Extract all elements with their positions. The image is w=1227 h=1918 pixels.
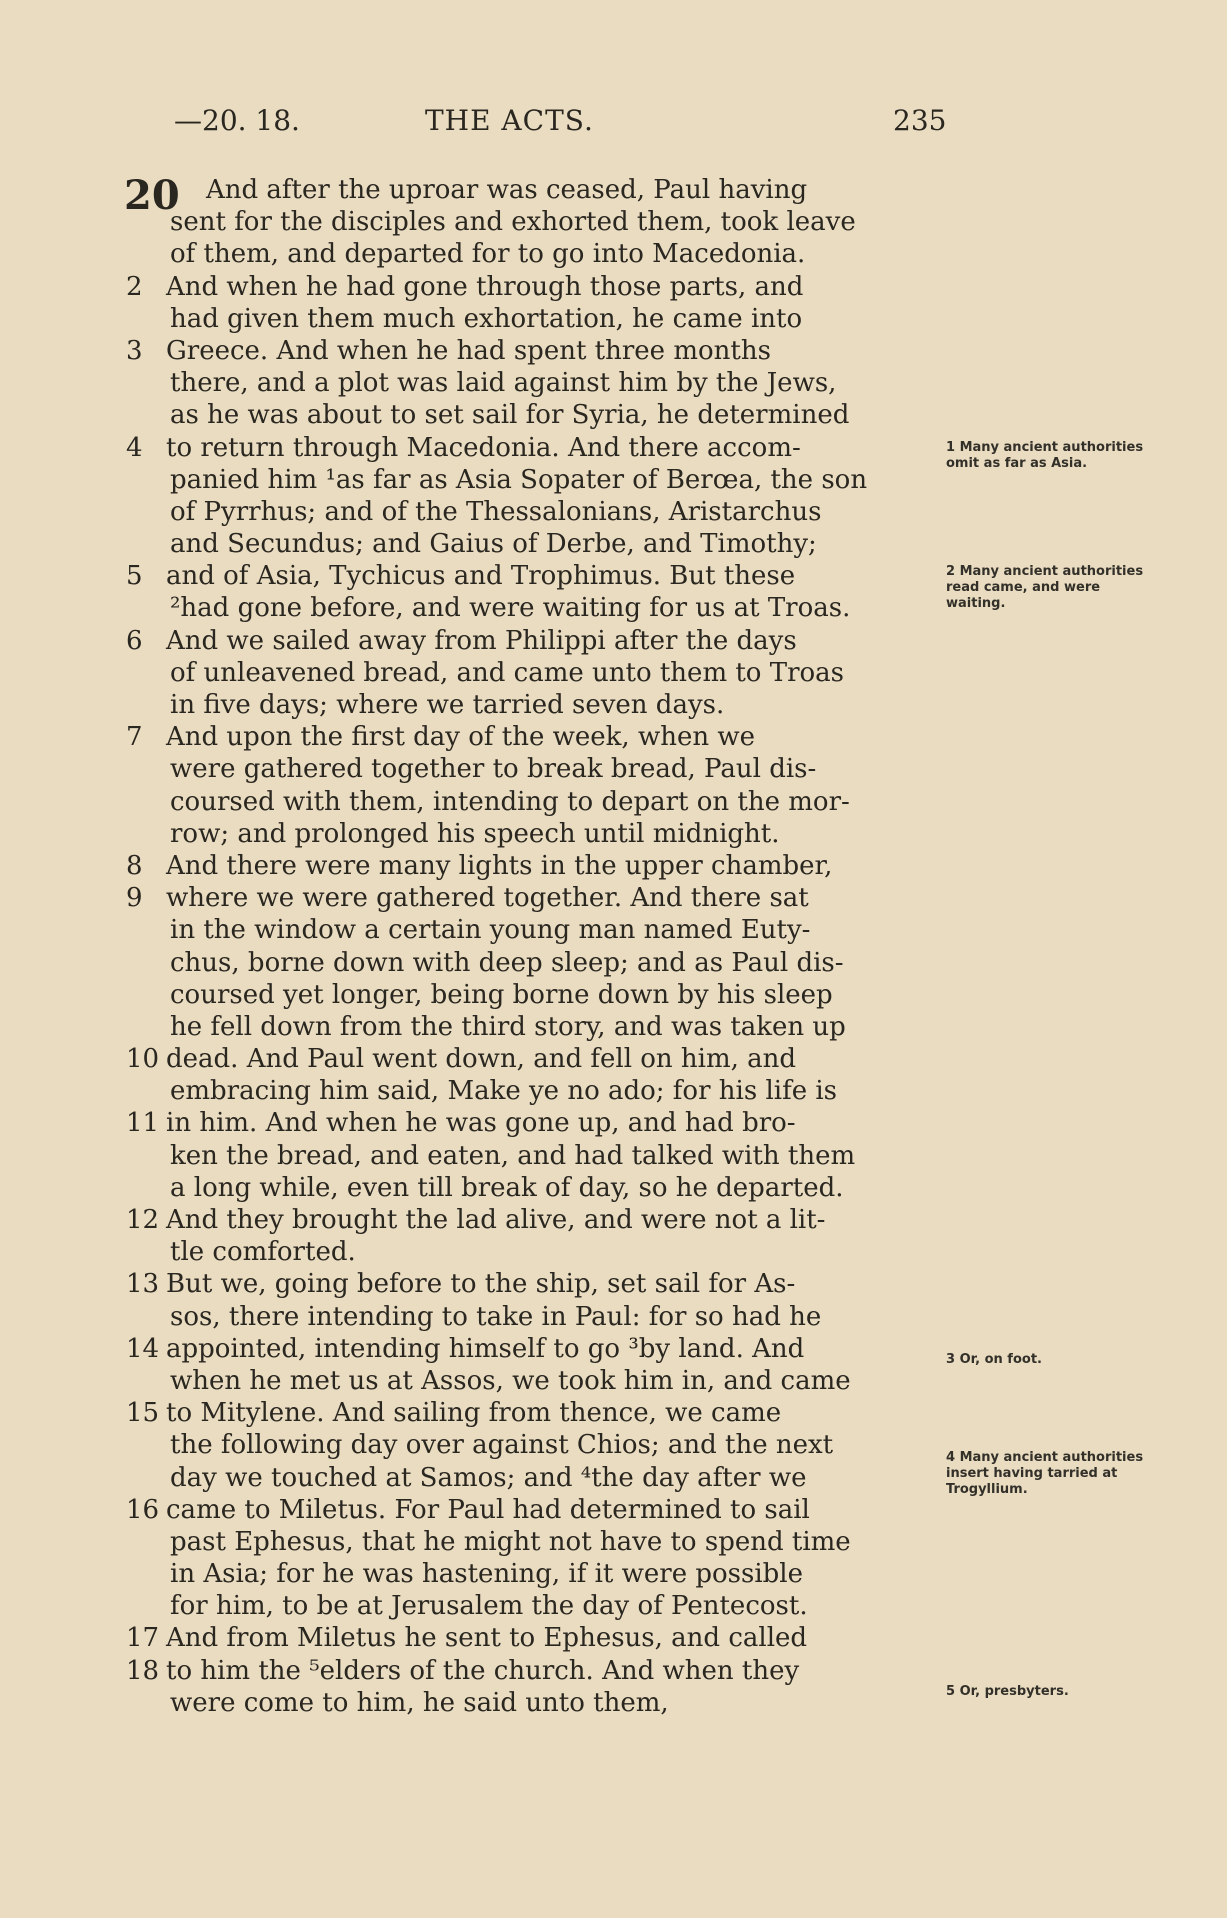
header-verse-range: —20. 18. bbox=[174, 104, 300, 137]
line-text: coursed yet longer, being borne down by his sleep bbox=[170, 979, 833, 1010]
verse-number: 11 bbox=[126, 1108, 160, 1139]
line-text: were come to him, he said unto them, bbox=[170, 1687, 669, 1718]
margin-note-3: 3 Or, on foot. bbox=[946, 1352, 1042, 1367]
line-text: coursed with them, intending to depart on the mor- bbox=[170, 786, 850, 817]
verse-number: 6 bbox=[126, 625, 143, 656]
text-line bbox=[120, 1429, 950, 1461]
running-head bbox=[150, 104, 950, 144]
text-line bbox=[120, 657, 950, 689]
verse-number: 10 bbox=[126, 1044, 160, 1075]
text-line bbox=[120, 528, 950, 560]
text-line bbox=[120, 1622, 950, 1654]
line-text: in the window a certain young man named Euty- bbox=[170, 915, 811, 946]
line-text: in five days; where we tarried seven days. bbox=[170, 690, 725, 720]
text-line bbox=[120, 1397, 950, 1429]
text-line bbox=[120, 1268, 950, 1300]
text-line bbox=[120, 1204, 950, 1236]
text-line bbox=[120, 1172, 950, 1204]
text-line bbox=[120, 914, 950, 946]
line-text: dead. And Paul went down, and fell on him, and bbox=[166, 1044, 797, 1075]
line-text: ²had gone before, and were waiting for us at Troas. bbox=[170, 593, 851, 624]
verse-number: 12 bbox=[126, 1205, 160, 1235]
line-text: there, and a plot was laid against him by the Jews, bbox=[170, 368, 837, 399]
line-text: in him. And when he was gone up, and had bro- bbox=[166, 1108, 796, 1139]
verse-number: 16 bbox=[126, 1494, 160, 1525]
chapter-number: 20 bbox=[124, 172, 180, 219]
text-line bbox=[120, 1140, 950, 1172]
scripture-text bbox=[120, 174, 950, 1719]
text-line bbox=[120, 1526, 950, 1558]
text-line bbox=[120, 721, 950, 753]
text-line bbox=[120, 1462, 950, 1494]
verse-number: 7 bbox=[126, 722, 143, 753]
margin-note-2: 2 Many ancient authorities read came, and were waiting. bbox=[946, 564, 1144, 611]
text-line bbox=[120, 947, 950, 979]
line-text: row; and prolonged his speech until midnight. bbox=[170, 818, 780, 849]
line-text: panied him ¹as far as Asia Sopater of Berœa, the son bbox=[170, 464, 868, 495]
verse-number: 3 bbox=[126, 335, 143, 366]
verse-number: 15 bbox=[126, 1398, 160, 1429]
verse-number: 18 bbox=[126, 1655, 160, 1686]
line-text: And they brought the lad alive, and were not a lit- bbox=[166, 1205, 826, 1235]
line-text: But we, going before to the ship, set sail for As- bbox=[166, 1269, 796, 1300]
text-line bbox=[120, 560, 950, 592]
text-line bbox=[120, 1494, 950, 1526]
text-line bbox=[120, 432, 950, 464]
line-text: of them, and departed for to go into Macedonia. bbox=[170, 239, 806, 270]
text-line bbox=[120, 1107, 950, 1139]
text-line bbox=[120, 1558, 950, 1590]
text-line bbox=[120, 1043, 950, 1075]
line-text: were gathered together to break bread, Paul dis- bbox=[170, 754, 817, 785]
text-line bbox=[120, 271, 950, 303]
text-line bbox=[120, 367, 950, 399]
verse-number: 5 bbox=[126, 561, 143, 592]
line-text: appointed, intending himself to go ³by land. And bbox=[166, 1333, 805, 1364]
text-line bbox=[120, 238, 950, 270]
text-line bbox=[120, 1655, 950, 1687]
verse-number: 14 bbox=[126, 1333, 160, 1364]
text-line bbox=[120, 1590, 950, 1622]
line-text: and Secundus; and Gaius of Derbe, and Timothy; bbox=[170, 529, 817, 560]
line-text: of Pyrrhus; and of the Thessalonians, Aristarchus bbox=[170, 496, 822, 527]
line-text: sent for the disciples and exhorted them, took leave bbox=[170, 207, 856, 238]
line-text: day we touched at Samos; and ⁴the day after we bbox=[170, 1462, 807, 1493]
verse-number: 9 bbox=[126, 883, 143, 914]
text-line bbox=[120, 206, 950, 238]
line-text: embracing him said, Make ye no ado; for his life is bbox=[170, 1076, 838, 1107]
line-text: And upon the first day of the week, when we bbox=[166, 722, 755, 753]
text-line bbox=[120, 753, 950, 785]
line-text: and of Asia, Tychicus and Trophimus. But these bbox=[166, 561, 796, 592]
text-line bbox=[120, 1333, 950, 1365]
line-text: to him the ⁵elders of the church. And when they bbox=[166, 1655, 800, 1686]
verse-number: 17 bbox=[126, 1623, 160, 1654]
verse-number: 4 bbox=[126, 432, 143, 463]
line-text: ken the bread, and eaten, and had talked with them bbox=[170, 1140, 856, 1171]
line-text: came to Miletus. For Paul had determined to sail bbox=[166, 1494, 810, 1525]
text-line bbox=[120, 174, 950, 206]
margin-note-5: 5 Or, presbyters. bbox=[946, 1684, 1069, 1699]
text-line bbox=[120, 1687, 950, 1719]
page-number: 235 bbox=[893, 104, 947, 137]
verse-number: 8 bbox=[126, 850, 143, 881]
text-line bbox=[120, 786, 950, 818]
text-line bbox=[120, 1236, 950, 1268]
text-line bbox=[120, 1075, 950, 1107]
line-text: chus, borne down with deep sleep; and as Paul dis- bbox=[170, 947, 844, 978]
line-text: tle comforted. bbox=[170, 1237, 356, 1268]
line-text: to return through Macedonia. And there accom- bbox=[166, 432, 801, 463]
line-text: the following day over against Chios; and the next bbox=[170, 1430, 834, 1461]
line-text: to Mitylene. And sailing from thence, we came bbox=[166, 1398, 782, 1429]
text-line bbox=[120, 496, 950, 528]
line-text: Greece. And when he had spent three months bbox=[166, 335, 771, 366]
header-book-title: THE ACTS. bbox=[425, 104, 594, 137]
text-line bbox=[120, 850, 950, 882]
line-text: he fell down from the third story, and was taken up bbox=[170, 1011, 846, 1042]
text-line bbox=[120, 1365, 950, 1397]
line-text: And when he had gone through those parts, and bbox=[166, 271, 804, 302]
text-line bbox=[120, 625, 950, 657]
text-line bbox=[120, 335, 950, 367]
line-text: a long while, even till break of day, so he departed. bbox=[170, 1172, 844, 1203]
line-text: And we sailed away from Philippi after the days bbox=[166, 625, 797, 656]
line-text: had given them much exhortation, he came into bbox=[170, 303, 803, 334]
verse-number: 2 bbox=[126, 271, 143, 302]
text-line bbox=[120, 399, 950, 431]
line-text: where we were gathered together. And there sat bbox=[166, 883, 809, 914]
text-line bbox=[120, 979, 950, 1011]
margin-note-4: 4 Many ancient authorities insert having tarried at Trogyllium. bbox=[946, 1450, 1144, 1497]
text-line bbox=[120, 303, 950, 335]
line-text: as he was about to set sail for Syria, he determined bbox=[170, 400, 850, 431]
line-text: of unleavened bread, and came unto them to Troas bbox=[170, 657, 844, 688]
line-text: for him, to be at Jerusalem the day of Pentecost. bbox=[170, 1591, 808, 1622]
line-text: And there were many lights in the upper chamber, bbox=[166, 850, 833, 881]
margin-note-1: 1 Many ancient authorities omit as far as Asia. bbox=[946, 440, 1144, 471]
text-line bbox=[120, 818, 950, 850]
text-line bbox=[120, 1301, 950, 1333]
text-line bbox=[120, 464, 950, 496]
line-text: And after the uproar was ceased, Paul having bbox=[206, 175, 808, 205]
text-line bbox=[120, 882, 950, 914]
text-line bbox=[120, 1011, 950, 1043]
line-text: when he met us at Assos, we took him in, and came bbox=[170, 1365, 851, 1396]
text-line bbox=[120, 689, 950, 721]
line-text: in Asia; for he was hastening, if it were possible bbox=[170, 1559, 804, 1590]
line-text: past Ephesus, that he might not have to spend time bbox=[170, 1526, 851, 1557]
line-text: And from Miletus he sent to Ephesus, and called bbox=[166, 1623, 808, 1654]
verse-number: 13 bbox=[126, 1269, 160, 1300]
line-text: sos, there intending to take in Paul: for so had he bbox=[170, 1301, 822, 1332]
text-line bbox=[120, 592, 950, 624]
